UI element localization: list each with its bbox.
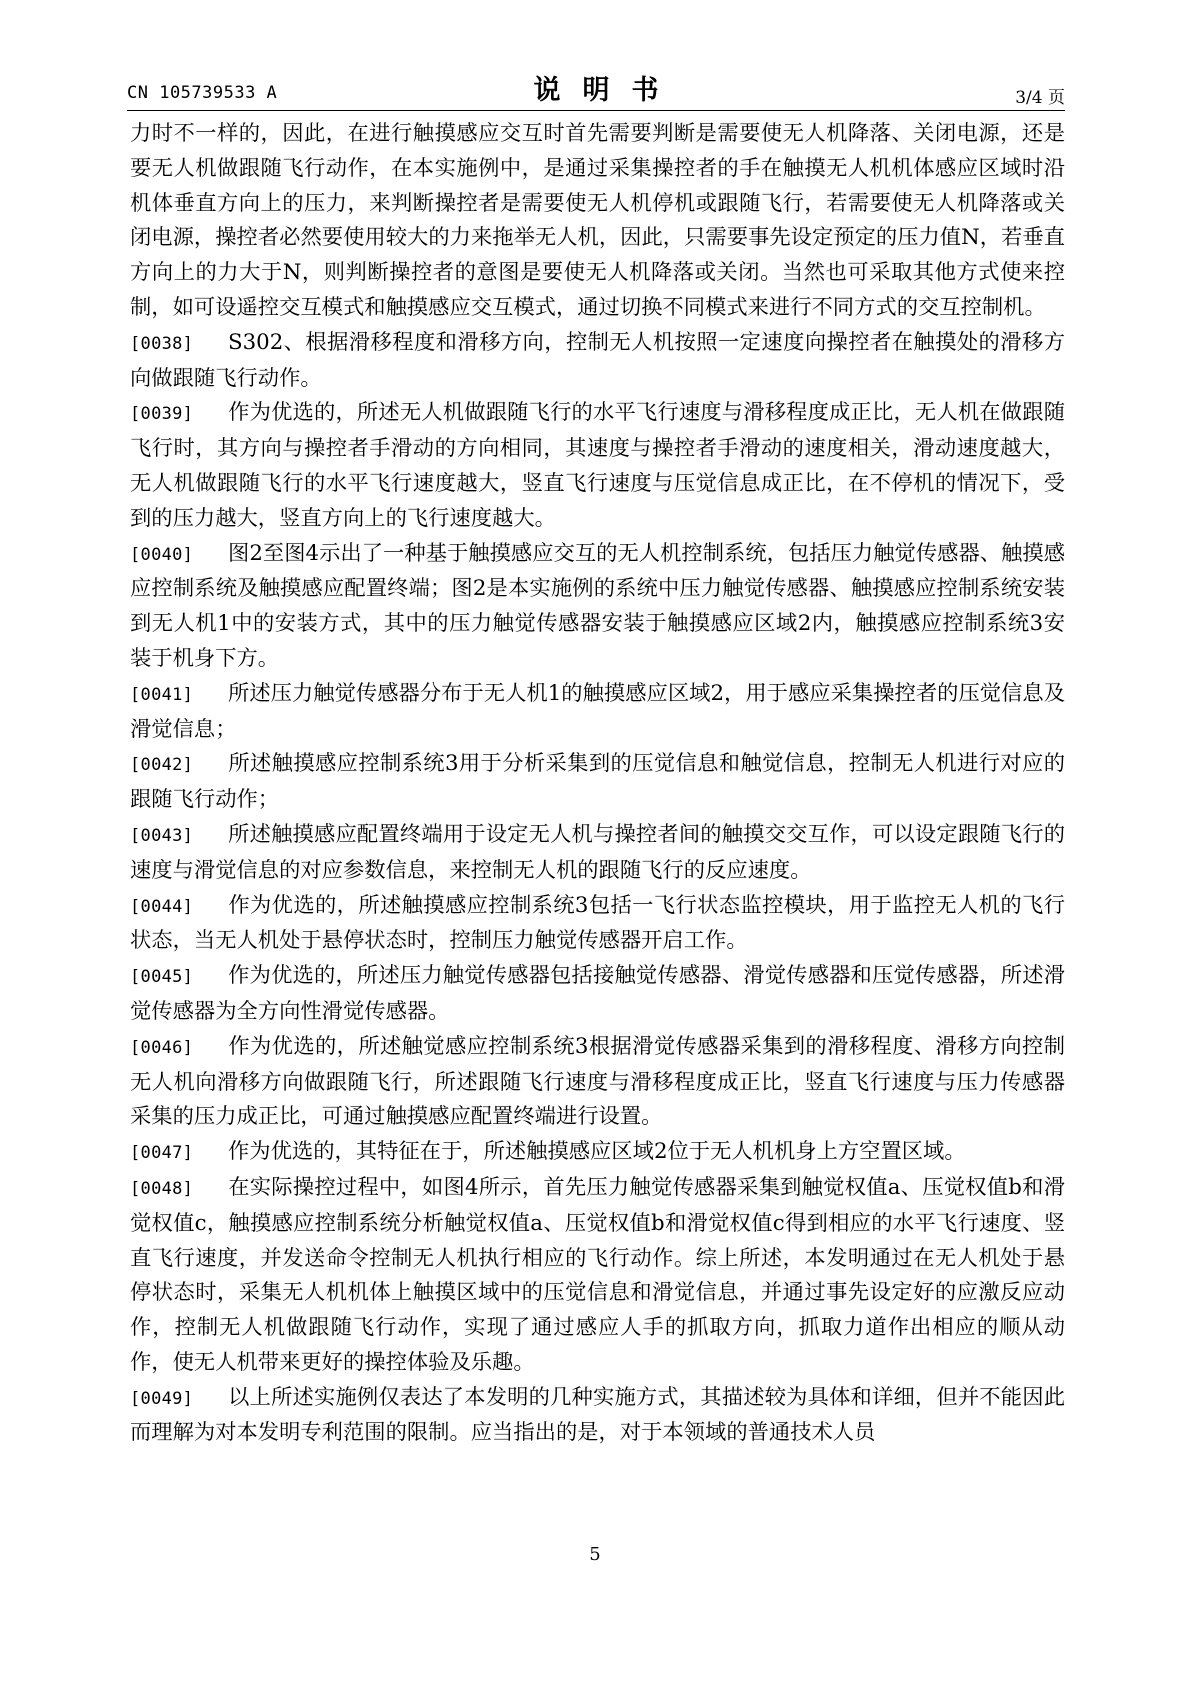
paragraph-0049 bbox=[130, 1381, 1065, 1452]
paragraph-text: 所述触摸感应配置终端用于设定无人机与操控者间的触摸交交互作，可以设定跟随飞行的速度与滑觉信息的对应参数信息，来控制无人机的跟随飞行的反应速度。 bbox=[130, 821, 1065, 883]
paragraph-0039 bbox=[130, 396, 1065, 536]
paragraph-0047 bbox=[130, 1135, 1065, 1171]
paragraph-0042 bbox=[130, 747, 1065, 818]
paragraph-0041 bbox=[130, 677, 1065, 748]
paragraph-text: 以上所述实施例仅表达了本发明的几种实施方式，其描述较为具体和详细，但并不能因此而理解为对本发明专利范围的限制。应当指出的是，对于本领域的普通技术人员 bbox=[130, 1384, 1065, 1446]
paragraph-text: 作为优选的，所述压力触觉传感器包括接触觉传感器、滑觉传感器和压觉传感器，所述滑觉传感器为全方向性滑觉传感器。 bbox=[130, 963, 1065, 1024]
continuation-paragraph: 力时不一样的，因此，在进行触摸感应交互时首先需要判断是需要使无人机降落、关闭电源，还是要无人机做跟随飞行动作，在本实施例中，是通过采集操控者的手在触摸无人机机体感应区域时沿机体垂直方向上的压力，来判断操控者是需要使无人机停机或跟随飞行，若需要使无人机降落或关闭电源，操控者必然要使用较大的力来拖举无人机，因此，只需要事先设定预定的压力值N，若垂直方向上的力大于N，则判断操控者的意图是要使无人机降落或关闭。当然也可采取其他方式使来控制，如可设遥控交互模式和触摸感应交互模式，通过切换不同模式来进行不同方式的交互控制机。 bbox=[130, 121, 1065, 320]
paragraph-number: [0040] bbox=[130, 544, 194, 565]
page-number: 5 bbox=[589, 1544, 601, 1565]
paragraph-text: 作为优选的，所述无人机做跟随飞行的水平飞行速度与滑移程度成正比，无人机在做跟随飞行时，其方向与操控者手滑动的方向相同，其速度与操控者手滑动的速度相关，滑动速度越大，无人机做跟随飞行的水平飞行速度越大，竖直飞行速度与压觉信息成正比，在不停机的情况下，受到的压力越大，竖直方向上的飞行速度越大。 bbox=[130, 400, 1065, 531]
document-body bbox=[130, 117, 1065, 1451]
paragraph-0038 bbox=[130, 326, 1065, 397]
document-type-title: 说明书 bbox=[533, 75, 681, 106]
page-header bbox=[127, 66, 1065, 106]
paragraph-number: [0049] bbox=[130, 1388, 194, 1409]
paragraph-text: 在实际操控过程中，如图4所示，首先压力触觉传感器采集到触觉权值a、压觉权值b和滑觉权值c，触摸感应控制系统分析触觉权值a、压觉权值b和滑觉权值c得到相应的水平飞行速度、竖直飞行速度，并发送命令控制无人机执行相应的飞行动作。综上所述，本发明通过在无人机处于悬停状态时，采集无人机机体上触摸区域中的压觉信息和滑觉信息，并通过事先设定好的应激反应动作，控制无人机做跟随飞行动作，实现了通过感应人手的抓取方向，抓取力道作出相应的顺从动作，使无人机带来更好的操控体验及乐趣。 bbox=[130, 1174, 1065, 1375]
paragraph-text: 作为优选的，所述触摸感应控制系统3包括一飞行状态监控模块，用于监控无人机的飞行状态，当无人机处于悬停状态时，控制压力触觉传感器开启工作。 bbox=[130, 892, 1065, 954]
paragraph-number: [0046] bbox=[130, 1037, 194, 1058]
paragraph-number: [0039] bbox=[130, 404, 194, 425]
paragraph-0046 bbox=[130, 1030, 1065, 1135]
paragraph-text: 所述压力触觉传感器分布于无人机1的触摸感应区域2，用于感应采集操控者的压觉信息及滑觉信息； bbox=[130, 680, 1065, 742]
paragraph-text: S302、根据滑移程度和滑移方向，控制无人机按照一定速度向操控者在触摸处的滑移方向做跟随飞行动作。 bbox=[130, 329, 1065, 391]
patent-number: CN 105739533 A bbox=[127, 83, 278, 103]
paragraph-number: [0047] bbox=[130, 1143, 194, 1164]
paragraph-0043 bbox=[130, 818, 1065, 889]
paragraph-number: [0043] bbox=[130, 825, 194, 846]
paragraph-0048 bbox=[130, 1171, 1065, 1381]
header-divider bbox=[127, 110, 1065, 111]
paragraph-0044 bbox=[130, 889, 1065, 960]
paragraph-text: 作为优选的，其特征在于，所述触摸感应区域2位于无人机机身上方空置区域。 bbox=[228, 1139, 966, 1165]
paragraph-number: [0042] bbox=[130, 755, 194, 776]
page-counter: 3/4 页 bbox=[1015, 88, 1065, 108]
paragraph-text: 作为优选的，所述触觉感应控制系统3根据滑觉传感器采集到的滑移程度、滑移方向控制无人机向滑移方向做跟随飞行，所述跟随飞行速度与滑移程度成正比，竖直飞行速度与压力传感器采集的压力成正比，可通过触摸感应配置终端进行设置。 bbox=[130, 1033, 1065, 1130]
paragraph-text: 图2至图4示出了一种基于触摸感应交互的无人机控制系统，包括压力触觉传感器、触摸感应控制系统及触摸感应配置终端；图2是本实施例的系统中压力触觉传感器、触摸感应控制系统安装到无人机1中的安装方式，其中的压力触觉传感器安装于触摸感应区域2内，触摸感应控制系统3安装于机身下方。 bbox=[130, 540, 1065, 671]
paragraph-0040 bbox=[130, 537, 1065, 677]
paragraph-number: [0038] bbox=[130, 333, 194, 354]
paragraph-number: [0045] bbox=[130, 967, 194, 988]
paragraph-text: 所述触摸感应控制系统3用于分析采集到的压觉信息和触觉信息，控制无人机进行对应的跟随飞行动作； bbox=[130, 751, 1065, 813]
paragraph-number: [0048] bbox=[130, 1178, 194, 1199]
paragraph-number: [0041] bbox=[130, 684, 194, 705]
paragraph-0045 bbox=[130, 959, 1065, 1030]
paragraph-number: [0044] bbox=[130, 896, 194, 917]
